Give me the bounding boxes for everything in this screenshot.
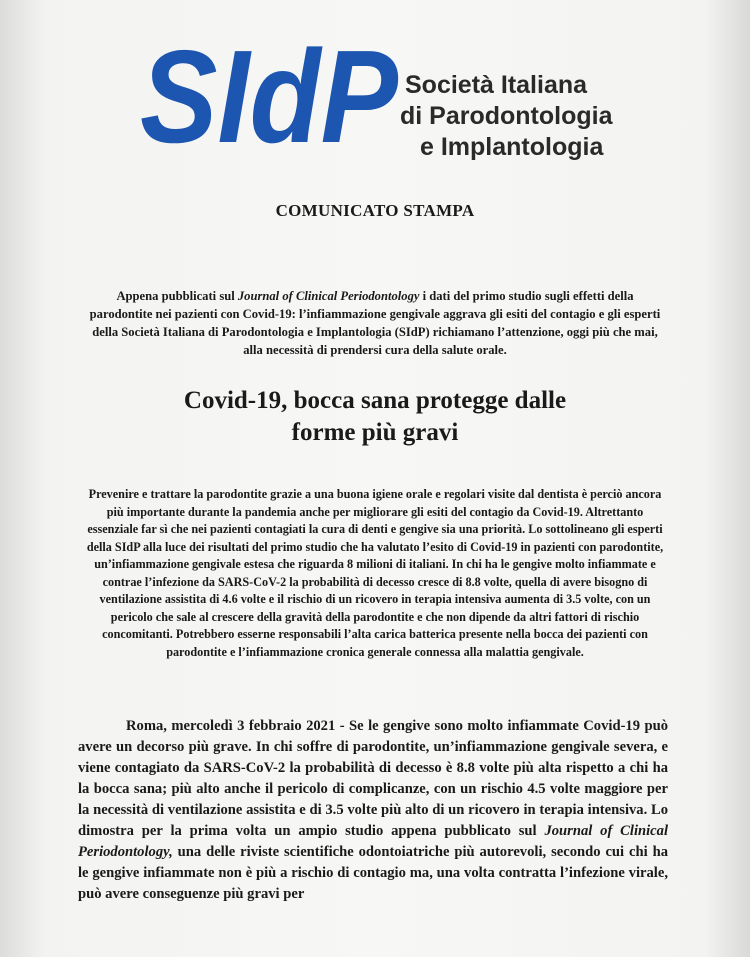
intro-text-1: Appena pubblicati sul [116, 289, 238, 303]
headline [0, 385, 750, 449]
press-release-title: COMUNICATO STAMPA [275, 201, 475, 220]
org-name-line-1: Società Italiana [405, 71, 588, 99]
intro-journal-name: Journal of Clinical Periodontology [237, 289, 420, 303]
body-paragraph [78, 716, 668, 905]
org-name-line-3: e Implantologia [420, 133, 604, 161]
body-journal-name: Journal of Clinical Periodontology, [78, 823, 668, 860]
intro-text-2: i dati del primo studio sugli effetti della parodontite nei pazienti con Covid-19: l’infiammazione gengivale aggrava gli esiti del contagio e gli esperti della Società Italiana di Parodontologia e Implantologia (SIdP) richiamano l’attenzione, oggi più che mai, alla necessità di prendersi cura della salute orale. [89, 289, 661, 357]
org-name-line-2: di Parodontologia [400, 102, 613, 130]
headline-line-2: forme più gravi [291, 419, 459, 446]
summary-paragraph: Prevenire e trattare la parodontite grazie a una buona igiene orale e regolari visite dal dentista è perciò ancora più importante durante la pandemia anche per migliorare gli esiti del contagio da Covid-19. Altrettanto essenziale far sì che nei pazienti contagiati la cura di denti e gengive sia una priorità. Lo sottolineano gli esperti della SIdP alla luce dei risultati del primo studio che ha valutato l’esito di Covid-19 in pazienti con parodontite, un’infiammazione gengivale estesa che riguarda 8 milioni di italiani. In chi ha le gengive molto infiammate e contrae l’infezione da SARS-CoV-2 la probabilità di decesso cresce di 8.8 volte, quella di avere bisogno di ventilazione assistita di 4.6 volte e il rischio di un ricovero in terapia intensiva aumenta di 3.5 volte, con un pericolo che sale al crescere della gravità della parodontite e che non dipende da altri fattori di rischio concomitanti. Potrebbero esserne responsabili l’alta carica batterica presente nella bocca dei pazienti con parodontite e l’infiammazione cronica generale connessa alla malattia gengivale. [86, 487, 664, 659]
logo-text: SIdP [140, 23, 399, 170]
intro-paragraph [88, 287, 662, 359]
sidp-logo [140, 23, 400, 170]
body-text-2: una delle riviste scientifiche odontoiatriche più autorevoli, secondo cui chi ha le gengive infiammate non è più a rischio di contagio ma, una volta contratta l’infezione virale, può avere conseguenze più gravi per [78, 844, 668, 902]
headline-line-1: Covid-19, bocca sana protegge dalle [183, 387, 567, 414]
organization-name [400, 70, 613, 163]
body-text-1: Roma, mercoledì 3 febbraio 2021 - Se le gengive sono molto infiammate Covid-19 può avere un decorso più grave. In chi soffre di parodontite, un’infiammazione gengivale severa, e viene contagiato da SARS-CoV-2 la probabilità di decesso è 8.8 volte più alta rispetto a chi ha la bocca sana; più alto anche il pericolo di complicanze, con un rischio 4.5 volte maggiore per la necessità di ventilazione assistita e di 3.5 volte più alto di un ricovero in terapia intensiva. Lo dimostra per la prima volta un ampio studio appena pubblicato sul [78, 718, 668, 839]
